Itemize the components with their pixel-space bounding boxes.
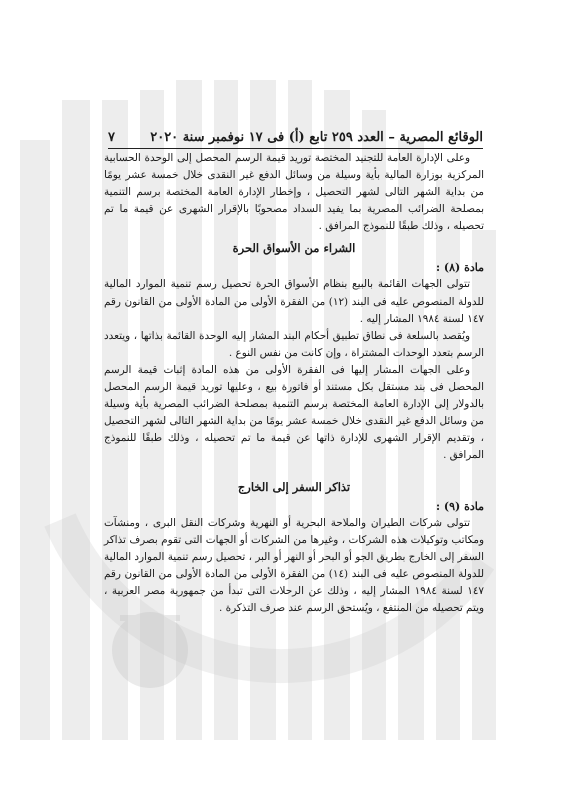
header-divider (108, 148, 483, 149)
watermark-emblem (112, 612, 188, 688)
header-title: الوقائع المصرية – العدد ٢٥٩ تابع (أ) فى ١٧ نوفمبر سنة ٢٠٢٠ (150, 130, 483, 145)
section-title-travel-tickets: تذاكر السفر إلى الخارج (237, 479, 351, 494)
document-body (104, 150, 484, 617)
watermark-bar-1 (20, 140, 50, 740)
page-header (108, 123, 483, 145)
article-8-paragraph-1: تتولى الجهات القائمة بالبيع بنظام الأسواق الحرة تحصيل رسم تنمية الموارد المالية للدولة المنصوص عليه فى البند (١٢) من الفقرة الأولى من المادة الأولى من القانون رقم ١٤٧ لسنة ١٩٨٤ المشار إليه . (104, 278, 484, 325)
section-title-free-markets: الشراء من الأسواق الحرة (232, 241, 356, 256)
article-9-heading: مادة (٩) : (436, 499, 484, 513)
paragraph: وعلى الإدارة العامة للتجنيد المختصة توريد قيمة الرسم المحصل إلى الوحدة الحسابية المركزية بوزارة المالية بأية وسيلة من وسائل الدفع غير النقدى خلال خمسة عشر يومًا من بداية الشهر التالى لشهر التحصيل ، وإخطار الإدارة العامة المختصة برسم التنمية بمصلحة الضرائب المصرية بما يفيد السداد مصحوبًا بالإقرار الشهرى عن قيمة ما تم تحصيله ، وذلك طبقًا للنموذج المرافق . (104, 152, 484, 233)
article-9-paragraph-1: تتولى شركات الطيران والملاحة البحرية أو النهرية وشركات النقل البرى ، ومنشآت ومكاتب وتوكيلات هذه الشركات ، وغيرها من الشركات أو الجهات التى تقوم بصرف تذاكر السفر إلى الخارج بطريق الجو أو البحر أو النهر أو البر ، تحصيل رسم تنمية الموارد المالية للدولة المنصوص عليه فى البند (١٤) من الفقرة الأولى من المادة الأولى من القانون رقم ١٤٧ لسنة ١٩٨٤ المشار إليه ، وذلك عن الرحلات التى تبدأ من جمهورية مصر العربية ، ويتم تحصيله من المنتفع ، ويُستحق الرسم عند صرف التذكرة . (104, 516, 484, 614)
article-8-paragraph-2: ويُقصد بالسلعة فى نطاق تطبيق أحكام البند المشار إليه الوحدة القائمة بذاتها ، ويتعدد الرسم بتعدد الوحدات المشتراة ، وإن كانت من نفس النوع . (104, 329, 484, 359)
watermark-bar-2 (62, 100, 90, 740)
article-8-paragraph-3: وعلى الجهات المشار إليها فى الفقرة الأولى من هذه المادة إثبات قيمة الرسم المحصل فى بند مستقل بكل مستند أو فاتورة بيع ، وعليها توريد قيمة الرسم المحصل بالدولار إلى الإدارة العامة المختصة برسم التنمية بمصلحة الضرائب المصرية بأية وسيلة من وسائل الدفع غير النقدى خلال خمسة عشر يومًا من بداية الشهر التالى لشهر التحصيل ، وتقديم الإقرار الشهرى للإدارة ذاتها عن قيمة ما تم تحصيله ، وذلك طبقًا للنموذج المرافق . (104, 363, 484, 462)
article-8-heading: مادة (٨) : (436, 261, 484, 275)
page-number: ٧ (108, 130, 115, 145)
spacer (104, 465, 484, 474)
